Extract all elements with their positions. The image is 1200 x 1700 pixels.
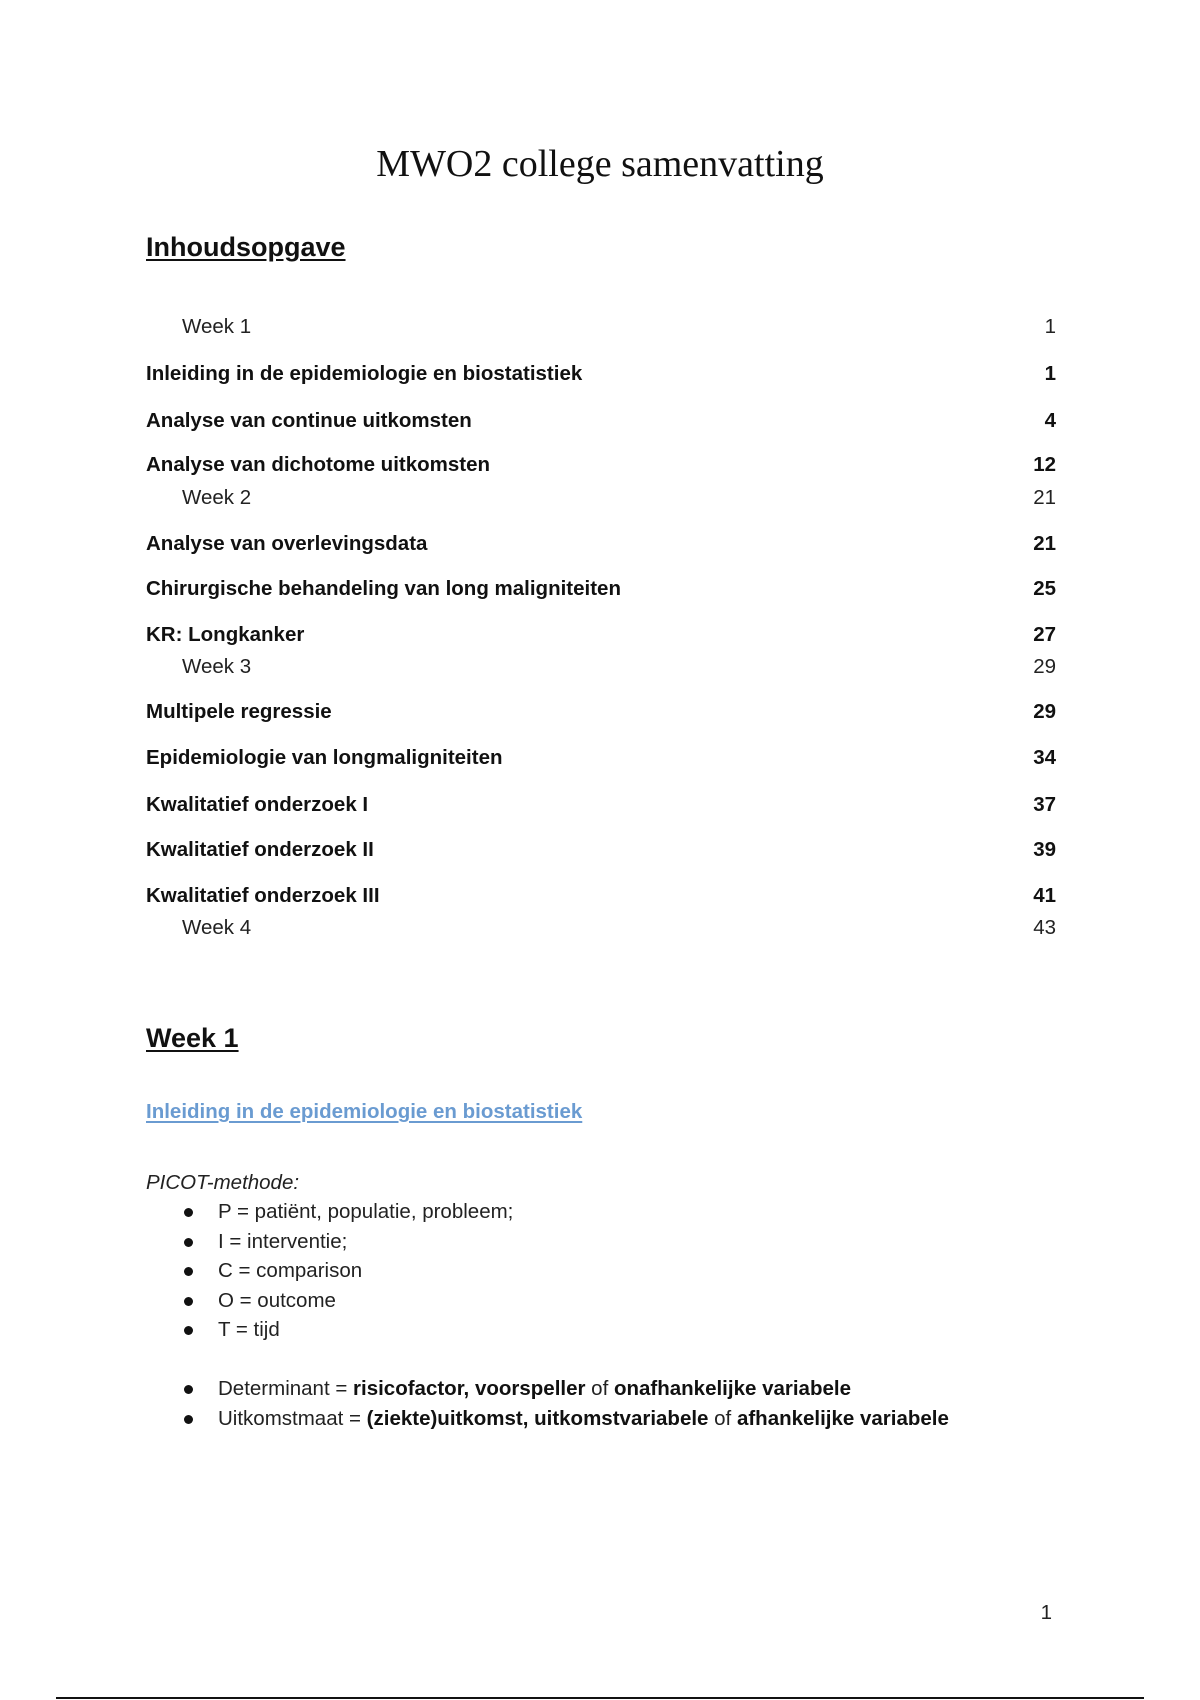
toc-entry-page: 1: [1044, 315, 1056, 338]
list-item-text: C = comparison: [218, 1259, 363, 1282]
toc-entry[interactable]: [146, 453, 1056, 477]
picot-list: [146, 1197, 513, 1345]
toc-entry-label: Week 2: [182, 486, 252, 509]
list-item-text: I = interventie;: [218, 1229, 348, 1253]
toc-entry-label: Multipele regressie: [146, 700, 332, 723]
definition-term: Determinant =: [218, 1377, 354, 1400]
toc-entry-label: Kwalitatief onderzoek II: [146, 838, 374, 861]
definition-connector: of: [585, 1377, 614, 1400]
toc-entry-page: 21: [1033, 532, 1056, 555]
toc-entry-label: Analyse van continue uitkomsten: [146, 409, 472, 432]
toc-entry-page: 4: [1044, 409, 1056, 432]
toc-entry-page: 34: [1033, 746, 1056, 769]
week-heading: Week 1: [146, 1023, 239, 1053]
toc-entry[interactable]: [146, 577, 1056, 601]
toc-entry[interactable]: [146, 532, 1056, 556]
toc-entry-page: 37: [1033, 793, 1056, 816]
toc-entry[interactable]: [146, 315, 1056, 339]
picot-label: PICOT-methode:: [146, 1171, 300, 1194]
toc-entry[interactable]: [146, 793, 1056, 817]
bullet-icon: [184, 1238, 193, 1247]
page-bottom-divider: [56, 1697, 1144, 1699]
definition-bold: (ziekte)uitkomst, uitkomstvariabele: [366, 1406, 709, 1430]
list-item-text: T = tijd: [218, 1318, 280, 1341]
definition-bold: onafhankelijke variabele: [613, 1377, 851, 1400]
toc-entry-page: 41: [1033, 884, 1056, 907]
bullet-icon: [184, 1297, 193, 1306]
toc-entry-label: Analyse van dichotome uitkomsten: [146, 453, 491, 476]
definition-bold: afhankelijke variabele: [736, 1406, 949, 1430]
toc-entry[interactable]: [146, 746, 1056, 770]
toc-entry-page: 25: [1033, 577, 1056, 600]
toc-entry-label: Inleiding in de epidemiologie en biostatistiek: [146, 362, 583, 385]
toc-entry[interactable]: [146, 884, 1056, 908]
toc-entry-label: Analyse van overlevingsdata: [146, 532, 428, 555]
bullet-icon: [184, 1415, 193, 1424]
toc-entry[interactable]: [146, 700, 1056, 724]
toc-entry-page: 29: [1033, 700, 1056, 723]
page-number: 1: [1040, 1601, 1052, 1624]
toc-entry[interactable]: [146, 486, 1056, 510]
list-item: [146, 1286, 513, 1316]
toc-entry[interactable]: [146, 838, 1056, 862]
toc-entry-label: KR: Longkanker: [146, 623, 305, 646]
section-title-link[interactable]: Inleiding in de epidemiologie en biostatistiek: [146, 1100, 583, 1123]
toc-entry-label: Epidemiologie van longmaligniteiten: [146, 746, 503, 769]
toc-entry-page: 12: [1033, 453, 1056, 476]
bullet-icon: [184, 1267, 193, 1276]
toc-entry-label: Week 3: [182, 655, 252, 678]
list-item-text: P = patiënt, populatie, probleem;: [218, 1200, 514, 1223]
toc-entry-label: Kwalitatief onderzoek I: [146, 793, 369, 816]
list-item: [146, 1256, 513, 1286]
toc-entry[interactable]: [146, 362, 1056, 386]
toc-entry-page: 29: [1033, 655, 1056, 678]
toc-entry-label: Week 1: [182, 315, 252, 338]
list-item: [146, 1227, 513, 1257]
toc-entry-label: Kwalitatief onderzoek III: [146, 884, 380, 907]
definitions-list: [146, 1374, 949, 1433]
document-title: MWO2 college samenvatting: [376, 143, 824, 185]
definition-bold: risicofactor, voorspeller: [353, 1377, 586, 1400]
list-item-text: O = outcome: [218, 1288, 336, 1312]
toc-entry[interactable]: [146, 623, 1056, 647]
toc-entry-page: 43: [1033, 916, 1056, 939]
toc-entry[interactable]: [146, 409, 1056, 433]
toc-heading: Inhoudsopgave: [146, 232, 346, 262]
list-item: [146, 1374, 949, 1404]
toc-entry-page: 1: [1044, 362, 1056, 385]
toc-entry-label: Chirurgische behandeling van long maligniteiten: [146, 577, 621, 600]
list-item: [146, 1404, 949, 1434]
list-item: [146, 1315, 513, 1345]
toc-entry[interactable]: [146, 916, 1056, 940]
definition-term: Uitkomstmaat =: [218, 1406, 367, 1430]
toc-entry-page: 39: [1033, 838, 1056, 861]
toc-entry-label: Week 4: [182, 916, 252, 939]
table-of-contents: [146, 0, 1056, 1000]
bullet-icon: [184, 1385, 193, 1394]
toc-entry-page: 21: [1033, 486, 1056, 509]
toc-entry-page: 27: [1033, 623, 1056, 646]
definition-connector: of: [708, 1406, 737, 1430]
bullet-icon: [184, 1208, 193, 1217]
bullet-icon: [184, 1326, 193, 1335]
list-item: [146, 1197, 513, 1227]
toc-entry[interactable]: [146, 655, 1056, 679]
